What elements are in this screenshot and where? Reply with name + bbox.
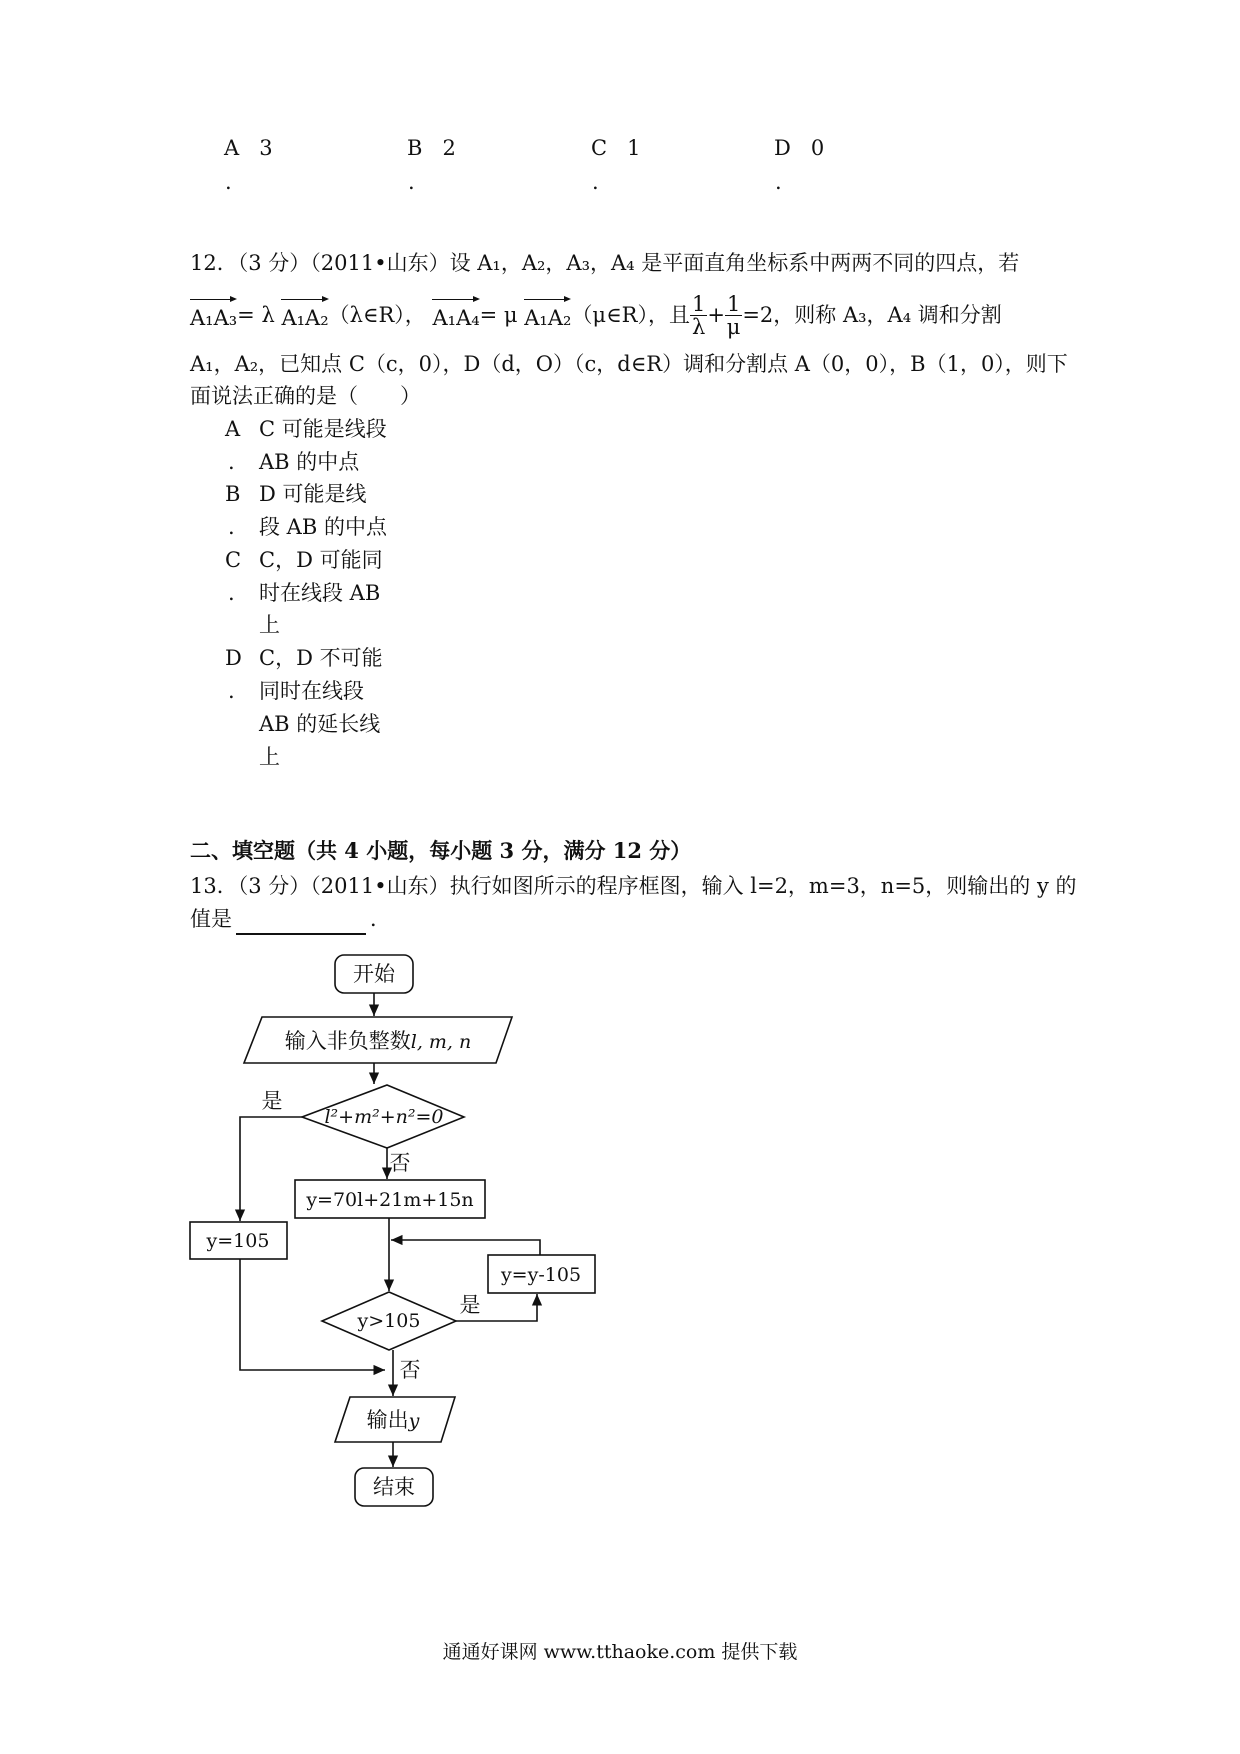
- q12-option-a-line2: AB 的中点: [259, 450, 360, 474]
- fraction-numerator: 1: [691, 291, 706, 316]
- eq-lambda: = λ: [237, 303, 275, 327]
- q12-option-d-line3: AB 的延长线: [259, 712, 381, 736]
- q13-suffix: ．: [370, 907, 391, 931]
- flow-no1-label: 否: [389, 1151, 411, 1175]
- vector-a1a3: A₁A₃: [190, 296, 237, 334]
- flow-no2-label: 否: [399, 1358, 421, 1382]
- option-text: 0: [810, 136, 825, 160]
- q12-option-d-line2: 同时在线段: [259, 679, 364, 703]
- cond-mu: （μ∈R），且: [571, 303, 690, 327]
- option-dot: .: [228, 679, 235, 703]
- flow-sub105-label: y=y-105: [500, 1264, 582, 1286]
- flow-output-label: [367, 1408, 420, 1432]
- fraction-denominator: λ: [691, 314, 706, 339]
- option-dot: .: [408, 170, 415, 194]
- option-dot: .: [228, 450, 235, 474]
- option-letter: A: [224, 136, 240, 160]
- option-dot: .: [228, 581, 235, 605]
- vector-a1a2: A₁A₂: [281, 296, 328, 334]
- option-text: 1: [627, 136, 641, 160]
- q12-option-d-letter: D: [225, 646, 242, 670]
- option-letter: D: [774, 136, 791, 160]
- q13-stem-line1: 13．（3 分）（2011•山东）执行如图所示的程序框图，输入 l=2，m=3，n=5，则输出的 y 的: [190, 874, 1077, 898]
- flow-input-vars: l, m, n: [410, 1031, 472, 1053]
- q12-option-b-letter: B: [225, 482, 241, 506]
- eq-two-text: =2，则称 A₃，A₄ 调和分割: [742, 303, 1002, 327]
- fraction-numerator: 1: [726, 291, 741, 316]
- option-text: 2: [442, 136, 456, 160]
- option-dot: .: [228, 515, 235, 539]
- fraction-denominator: μ: [726, 314, 741, 339]
- option-text: 3: [259, 136, 273, 160]
- flow-set105-label: y=105: [206, 1230, 270, 1252]
- cond-lambda: （λ∈R），: [328, 303, 426, 327]
- flow-assign-label: y=70l+21m+15n: [306, 1189, 474, 1211]
- q12-option-d-line1: C，D 不可能: [259, 646, 383, 670]
- option-dot: .: [225, 170, 232, 194]
- q12-stem-line3: A₁，A₂，已知点 C（c，0），D（d，O）（c，d∈R）调和分割点 A（0，0），B（1，0），则下: [190, 352, 1068, 376]
- q12-option-d-line4: 上: [259, 745, 280, 769]
- vector-a1a4: A₁A₄: [432, 296, 479, 334]
- flow-input-label: [285, 1029, 472, 1053]
- flow-yes2-label: 是: [459, 1293, 481, 1317]
- q12-option-b-line1: D 可能是线: [259, 482, 367, 506]
- flow-input-prefix: 输入非负整数: [284, 1029, 411, 1053]
- option-letter: B: [407, 136, 423, 160]
- q12-stem-line1: 12．（3 分）（2011•山东）设 A₁，A₂，A₃，A₄ 是平面直角坐标系中两两不同的四点，若: [190, 251, 1020, 275]
- plus-sign: +: [707, 303, 725, 327]
- q12-option-c-line1: C，D 可能同: [259, 548, 383, 572]
- option-letter: C: [591, 136, 608, 160]
- page-footer: 通通好课网 www.tthaoke.com 提供下载: [442, 1641, 798, 1663]
- vector-a1a2-second: A₁A₂: [524, 296, 571, 334]
- flow-end-label: 结束: [373, 1475, 415, 1499]
- flow-start-label: 开始: [353, 962, 395, 986]
- q12-option-b-line2: 段 AB 的中点: [259, 515, 387, 539]
- q12-option-a-letter: A: [225, 417, 241, 441]
- option-dot: .: [592, 170, 599, 194]
- q12-stem-line4: 面说法正确的是（ ）: [190, 384, 421, 408]
- q12-option-c-line2: 时在线段 AB: [259, 581, 381, 605]
- flow-decision-2-label: y>105: [357, 1310, 421, 1332]
- section-heading: 二、填空题（共 4 小题，每小题 3 分，满分 12 分）: [190, 838, 692, 863]
- q12-option-c-letter: C: [225, 548, 242, 572]
- flow-arrow-loop: [391, 1240, 540, 1255]
- eq-mu: = μ: [479, 303, 518, 327]
- q12-option-c-line3: 上: [259, 613, 280, 637]
- flow-decision-1-label: l²+m²+n²=0: [324, 1106, 444, 1128]
- q13-prefix: 值是: [190, 907, 232, 931]
- flow-output-prefix: 输出: [366, 1408, 409, 1432]
- option-dot: .: [775, 170, 782, 194]
- flow-output-var: y: [408, 1410, 420, 1432]
- flow-arrow-yes1: [240, 1117, 302, 1221]
- q12-option-a-line1: C 可能是线段: [259, 417, 387, 441]
- flow-yes1-label: 是: [261, 1089, 283, 1113]
